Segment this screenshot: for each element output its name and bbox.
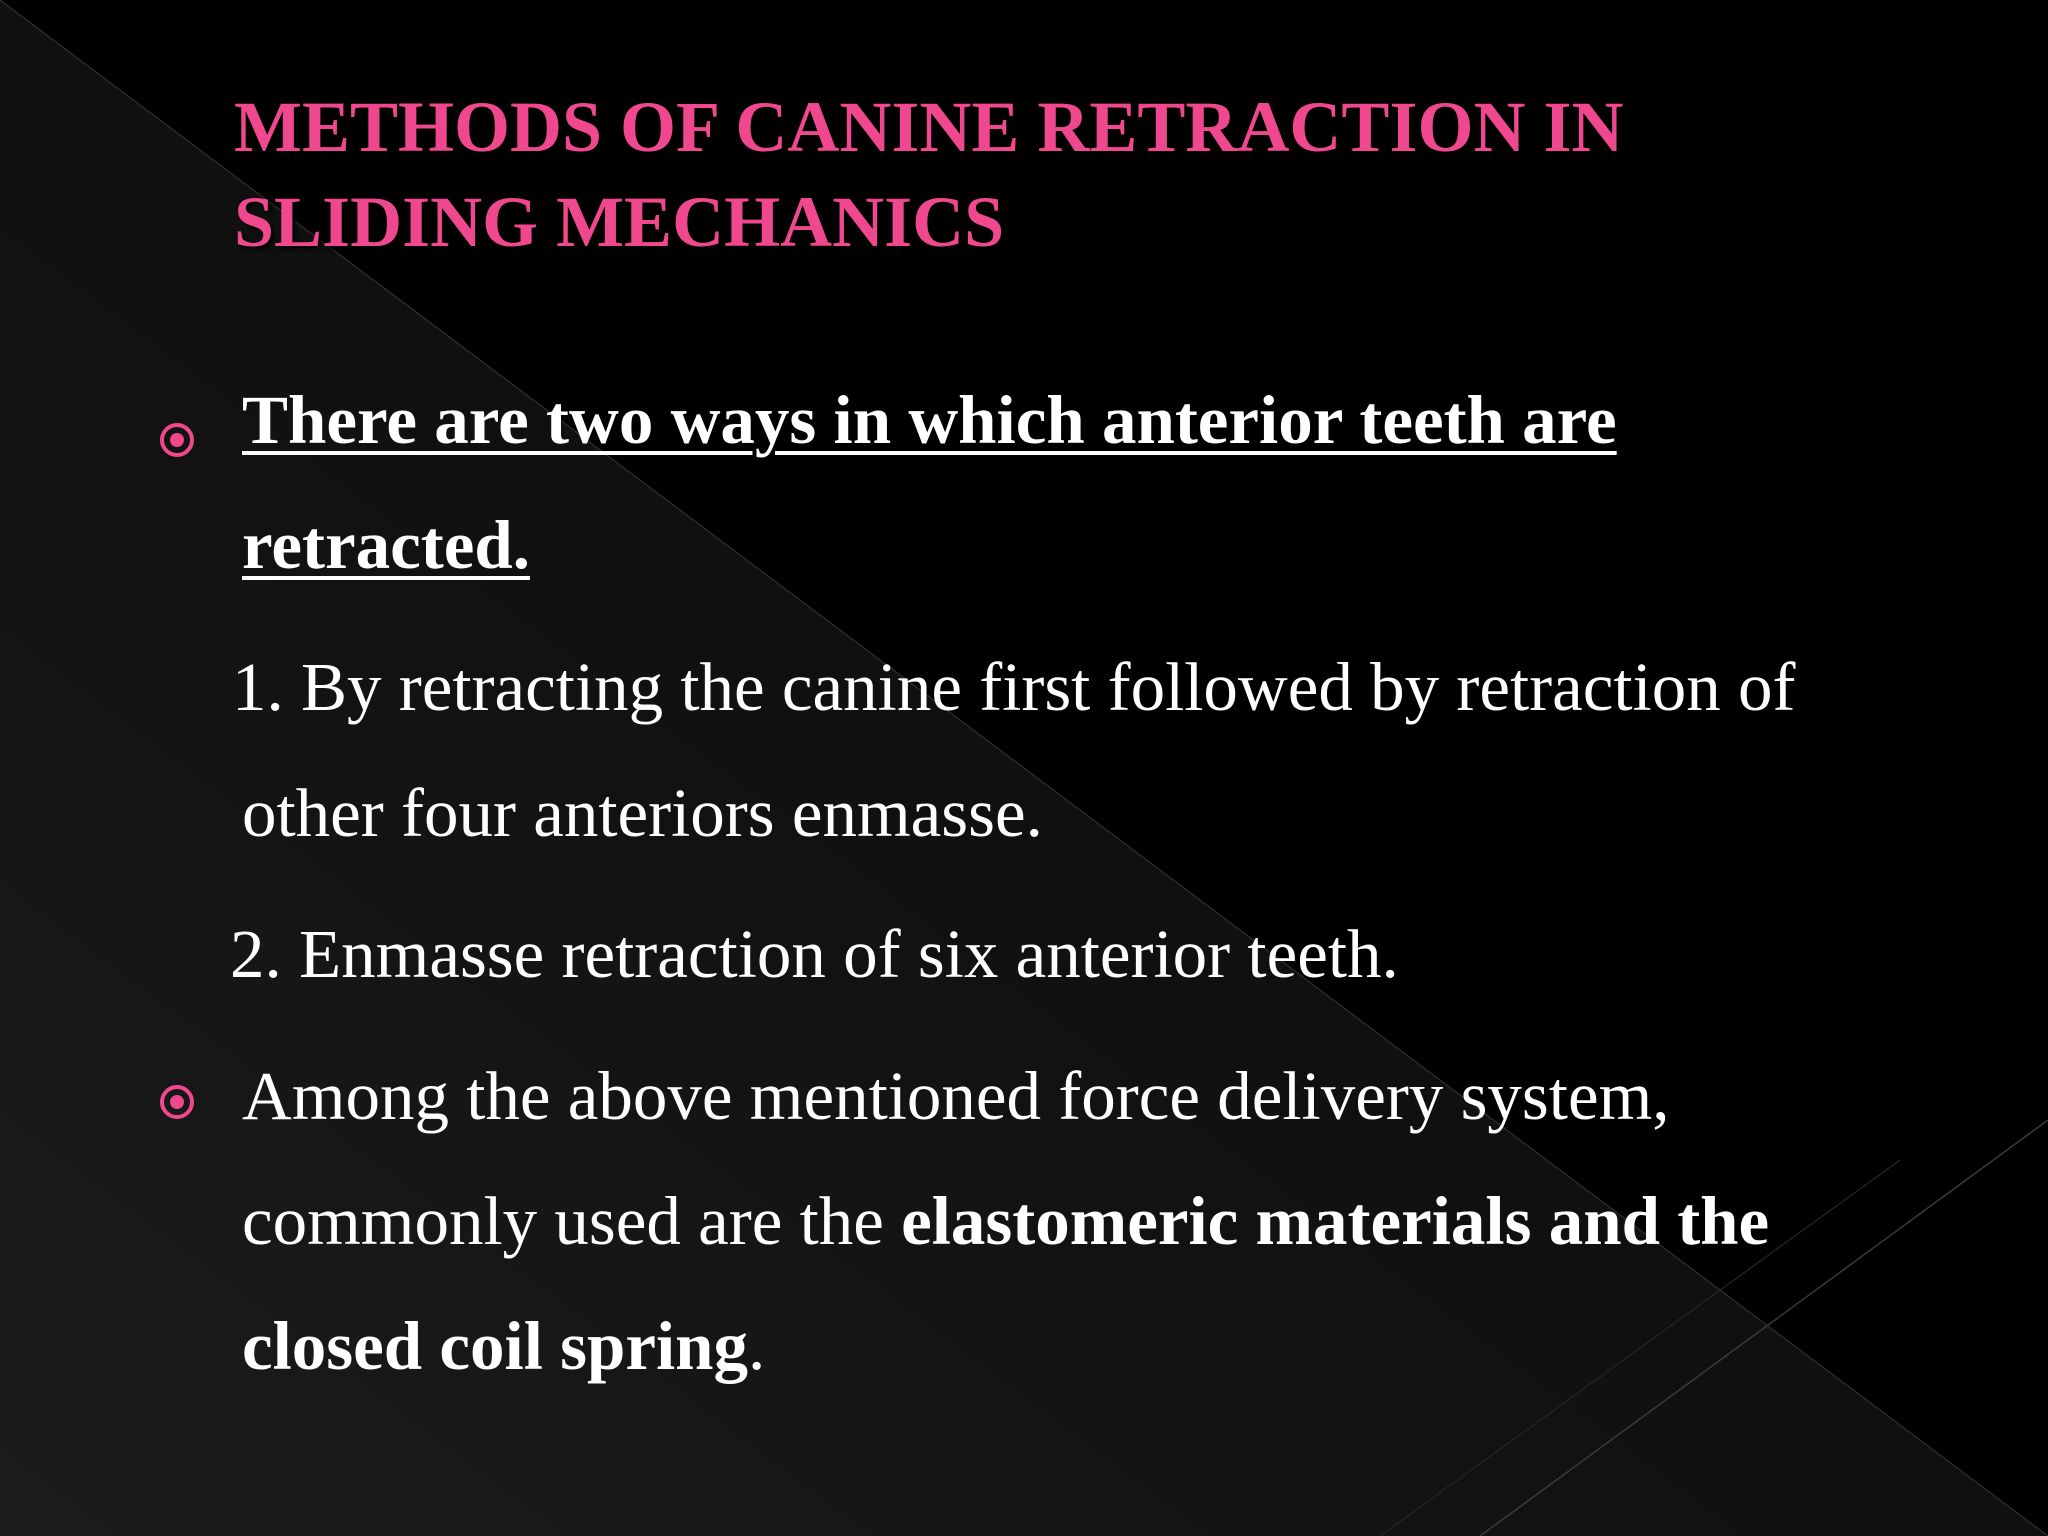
bullet-2-line-3: [242, 1306, 765, 1386]
circled-dot-icon: [158, 1083, 196, 1121]
bullet-1-line-2: retracted.: [242, 507, 530, 583]
numbered-item-1-line-2: other four anteriors enmasse.: [242, 775, 1043, 851]
slide-title-line-1: METHODS OF CANINE RETRACTION IN: [234, 87, 1624, 167]
bullet-2-line-3-bold: closed coil spring: [242, 1308, 749, 1384]
bullet-2-line-1: Among the above mentioned force delivery system,: [242, 1058, 1670, 1134]
circled-dot-icon: [158, 421, 196, 459]
numbered-item-2: 2. Enmasse retraction of six anterior teeth.: [230, 916, 1399, 992]
bullet-1-line-1: There are two ways in which anterior teeth are: [242, 382, 1617, 458]
bullet-2-line-2-bold: elastomeric materials and the: [901, 1183, 1770, 1259]
bullet-2-line-2: [242, 1181, 1769, 1261]
numbered-item-1-line-1: 1. By retracting the canine first followed by retraction of: [232, 649, 1796, 725]
bullet-2-line-2-normal: commonly used are the: [242, 1183, 902, 1259]
slide-title-line-2: SLIDING MECHANICS: [234, 182, 1005, 262]
bullet-2-line-3-end: .: [748, 1308, 766, 1384]
